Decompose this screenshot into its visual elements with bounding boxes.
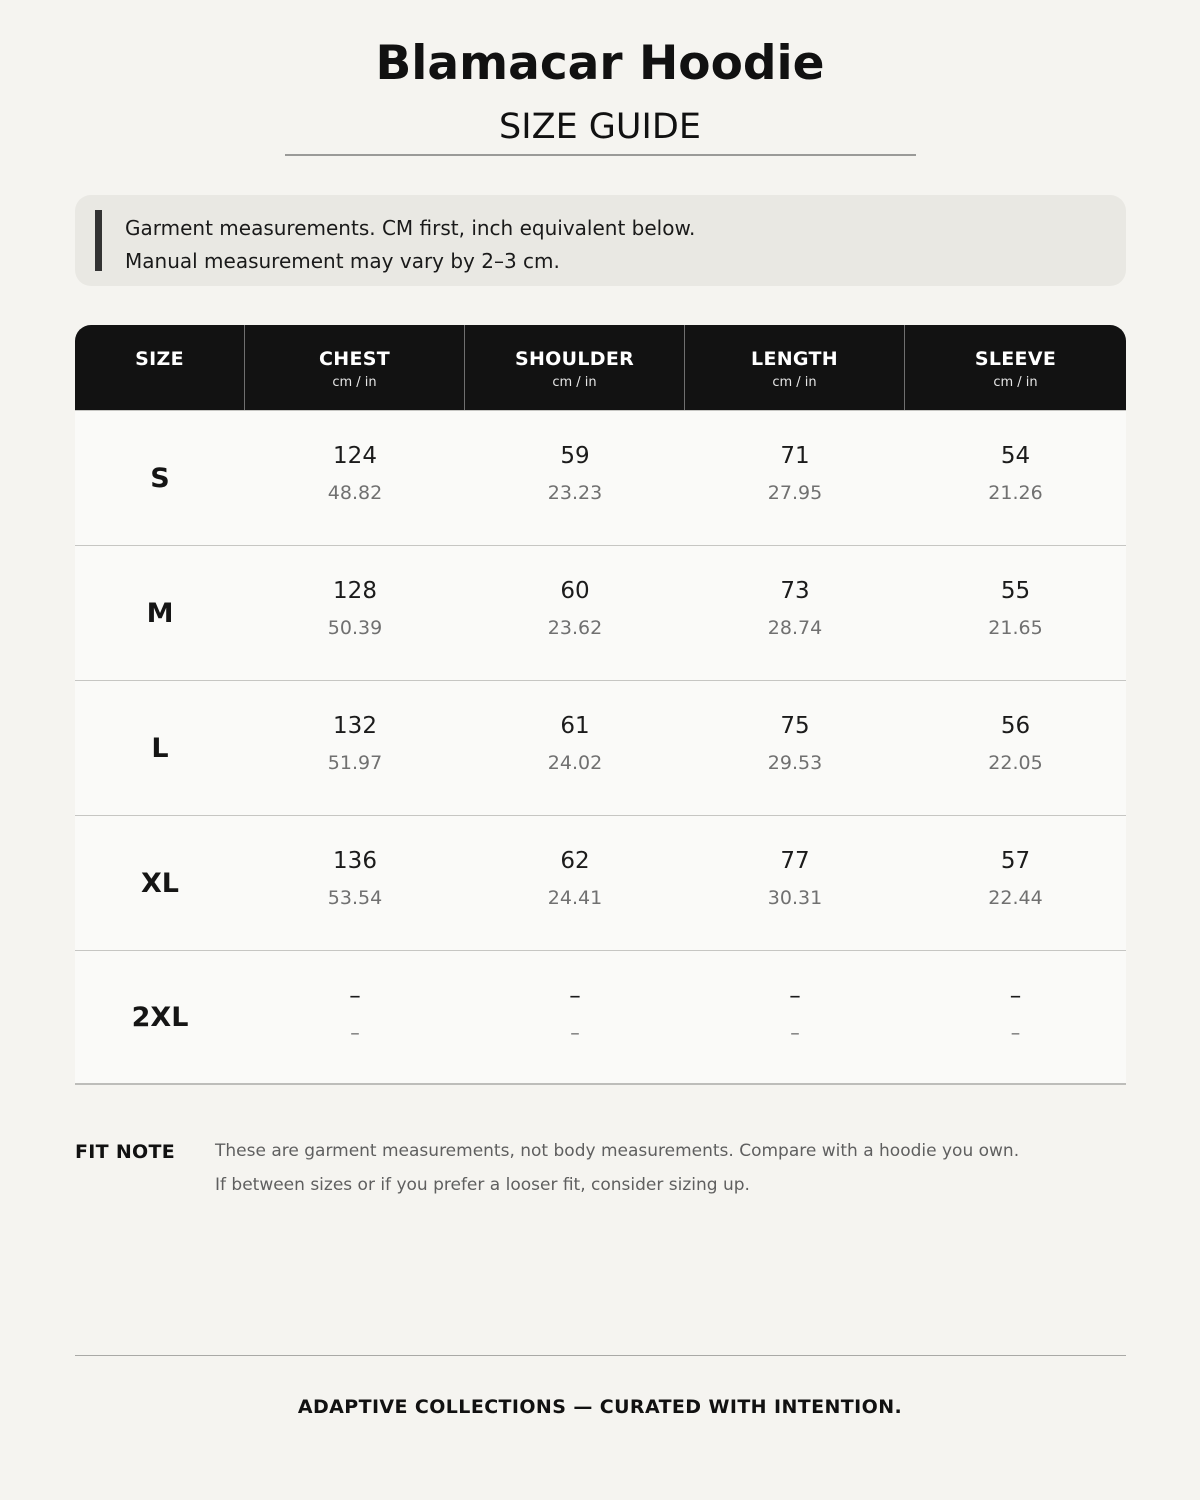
measurement-cell [685, 951, 905, 1083]
header-unit: cm / in [552, 375, 597, 390]
cm-value: 61 [560, 713, 590, 739]
header-unit: cm / in [772, 375, 817, 390]
title-divider [285, 154, 916, 156]
inch-value: 53.54 [327, 887, 383, 909]
table-header [75, 325, 1126, 410]
inch-value: 21.26 [988, 482, 1043, 504]
cm-value: 55 [1000, 578, 1031, 604]
table-row [75, 950, 1126, 1085]
inch-value: 51.97 [327, 752, 383, 774]
fit-note-line-1: These are garment measurements, not body measurements. Compare with a hoodie you own. [215, 1141, 1020, 1161]
header-label: LENGTH [751, 348, 838, 370]
cm-value: 73 [780, 578, 810, 604]
table-row [75, 410, 1126, 545]
inch-value: – [1010, 1022, 1021, 1044]
measurement-cell [245, 816, 465, 950]
header-chest [245, 325, 465, 410]
inch-value: 28.74 [767, 617, 823, 639]
cm-value: – [349, 983, 361, 1009]
inch-value: – [790, 1022, 800, 1044]
measurement-cell [685, 546, 905, 680]
inch-value: 29.53 [767, 752, 823, 774]
inch-value: 23.62 [547, 617, 603, 639]
measurement-cell [905, 951, 1126, 1083]
inch-value: 24.02 [547, 752, 603, 774]
cm-value: 54 [1000, 443, 1031, 469]
size-label: XL [140, 867, 180, 899]
cm-value: 56 [1000, 713, 1031, 739]
inch-value: 30.31 [767, 887, 823, 909]
header-label: CHEST [319, 348, 390, 370]
header-size [75, 325, 245, 410]
inch-value: 24.41 [547, 887, 603, 909]
cm-value: 71 [780, 443, 810, 469]
header-label: SHOULDER [514, 348, 635, 370]
size-label: 2XL [131, 1001, 189, 1033]
measurement-cell [245, 681, 465, 815]
measurement-cell [905, 411, 1126, 545]
page-title: Blamacar Hoodie [375, 36, 825, 91]
measurement-cell [465, 951, 685, 1083]
inch-value: 22.05 [988, 752, 1043, 774]
inch-value: 48.82 [327, 482, 383, 504]
measurement-cell [685, 681, 905, 815]
header-shoulder [465, 325, 685, 410]
table-row [75, 680, 1126, 815]
cm-value: 59 [560, 443, 590, 469]
footer-tagline: ADAPTIVE COLLECTIONS — CURATED WITH INTENTION. [297, 1396, 903, 1418]
table-row [75, 545, 1126, 680]
cm-value: 136 [333, 848, 377, 874]
inch-value: 27.95 [767, 482, 823, 504]
notice-line-1: Garment measurements. CM first, inch equivalent below. [125, 216, 696, 240]
measurement-cell [465, 546, 685, 680]
cm-value: 132 [333, 713, 377, 739]
cm-value: 57 [1000, 848, 1031, 874]
header-label: SLEEVE [974, 348, 1057, 370]
inch-value: 50.39 [327, 617, 383, 639]
measurement-cell [905, 681, 1126, 815]
size-label: L [151, 732, 169, 764]
notice-box [75, 195, 1126, 286]
cm-value: 62 [560, 848, 590, 874]
cm-value: – [569, 983, 581, 1009]
inch-value: 21.65 [988, 617, 1043, 639]
header-length [685, 325, 905, 410]
notice-accent-bar [95, 210, 102, 271]
cm-value: 77 [780, 848, 810, 874]
measurement-cell [465, 816, 685, 950]
measurement-cell [245, 411, 465, 545]
measurement-cell [245, 546, 465, 680]
measurement-cell [905, 546, 1126, 680]
size-label: M [146, 597, 174, 629]
inch-value: 23.23 [547, 482, 603, 504]
header-sleeve [905, 325, 1126, 410]
cm-value: – [789, 983, 801, 1009]
cm-value: 128 [333, 578, 377, 604]
inch-value: 22.44 [988, 887, 1043, 909]
fit-note-label: FIT NOTE [75, 1141, 176, 1163]
measurement-cell [685, 411, 905, 545]
cm-value: – [1009, 983, 1022, 1009]
size-table [75, 325, 1126, 1085]
measurement-cell [465, 411, 685, 545]
header-unit: cm / in [993, 375, 1038, 390]
measurement-cell [245, 951, 465, 1083]
inch-value: – [570, 1022, 580, 1044]
fit-note-line-2: If between sizes or if you prefer a looser fit, consider sizing up. [215, 1175, 750, 1195]
cm-value: 75 [780, 713, 810, 739]
page-subtitle: SIZE GUIDE [499, 107, 701, 147]
header-unit: cm / in [332, 375, 377, 390]
notice-line-2: Manual measurement may vary by 2–3 cm. [125, 249, 560, 273]
measurement-cell [685, 816, 905, 950]
table-body [75, 410, 1126, 1085]
cm-value: 124 [333, 443, 377, 469]
cm-value: 60 [560, 578, 590, 604]
size-label: S [150, 462, 170, 494]
measurement-cell [905, 816, 1126, 950]
table-row [75, 815, 1126, 950]
header-label: SIZE [135, 348, 184, 370]
footer-divider [75, 1355, 1126, 1356]
measurement-cell [465, 681, 685, 815]
inch-value: – [350, 1022, 360, 1044]
